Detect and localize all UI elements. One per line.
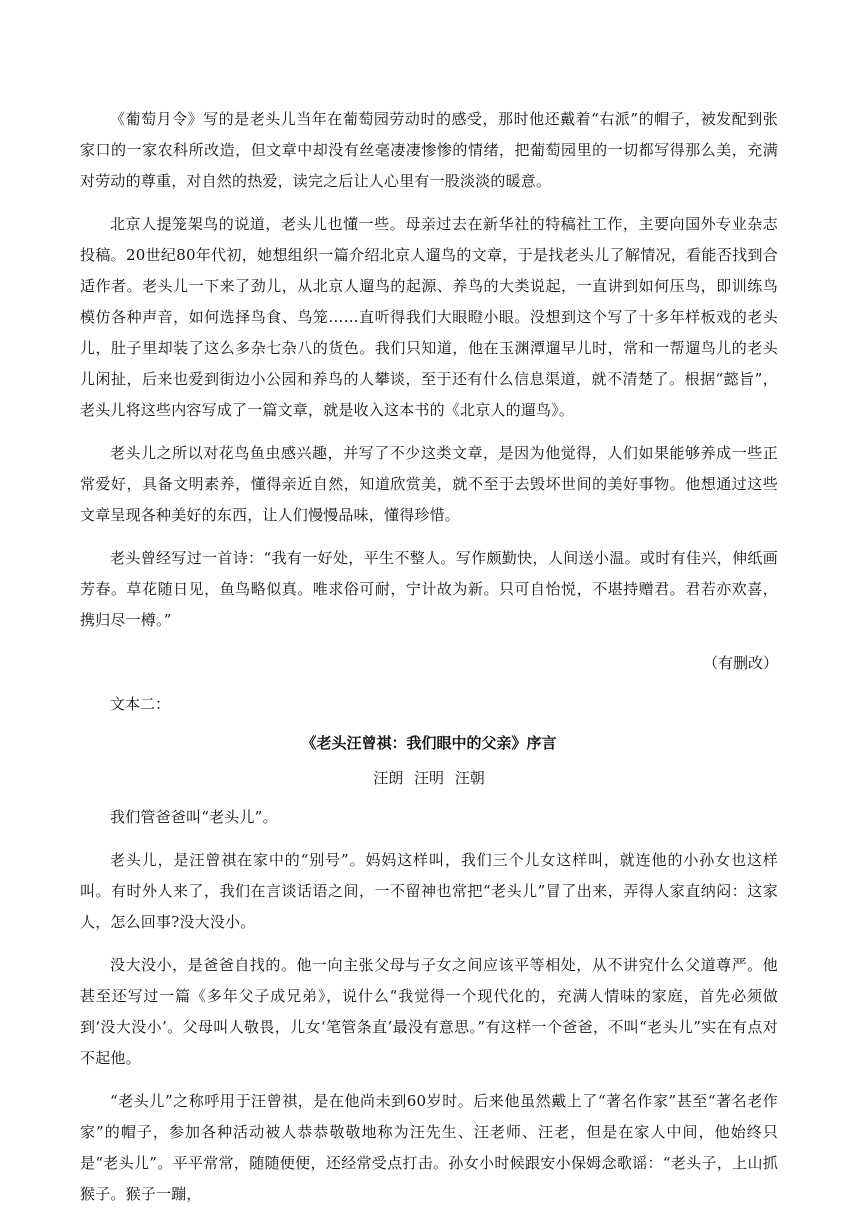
abridged-note: （有删改） (702, 654, 778, 672)
paragraph-flowers-birds: 老头儿之所以对花鸟鱼虫感兴趣，并写了不少这类文章，是因为他觉得，人们如果能够养成一些正常爱好，具备文明素养，懂得亲近自然，知道欣赏美，就不至于去毁坏世间的美好事物。他想通过这些文章呈现各种美好的东西，让人们慢慢品味，懂得珍惜。 (80, 444, 778, 524)
text-two-title: 《老头汪曾祺：我们眼中的父亲》序言 (301, 734, 557, 752)
paragraph-grape-month: 《葡萄月令》写的是老头儿当年在葡萄园劳动时的感受，那时他还戴着“右派”的帽子，被发配到张家口的一家农科所改造，但文章中却没有丝毫凄凄惨惨的情绪，把葡萄园里的一切都写得那么美，充满对劳动的尊重，对自然的热爱，读完之后让人心里有一股淡淡的暖意。 (80, 110, 778, 190)
paragraph-equality: 没大没小，是爸爸自找的。他一向主张父母与子女之间应该平等相处，从不讲究什么父道尊严。他甚至还写过一篇《多年父子成兄弟》，说什么“我觉得一个现代化的，充满人情味的家庭，首先必须做到‘没大没小’。父母叫人敬畏，儿女‘笔管条直’最没有意思。”有这样一个爸爸，不叫“老头儿”实在有点对不起他。 (80, 956, 778, 1067)
document-content (80, 104, 778, 1222)
text-two-authors: 汪朗 汪明 汪朝 (373, 769, 485, 787)
paragraph-call-dad: 我们管爸爸叫“老头儿”。 (110, 808, 278, 826)
paragraph-bird-walking: 北京人提笼架鸟的说道，老头儿也懂一些。母亲过去在新华社的特稿社工作，主要向国外专业杂志投稿。20世纪80年代初，她想组织一篇介绍北京人遛鸟的文章，于是找老头儿了解情况，看能否找到合适作者。老头儿一下来了劲儿，从北京人遛鸟的起源、养鸟的大类说起，一直讲到如何压鸟，即训练鸟模仿各种声音，如何选择鸟食、鸟笼……直听得我们大眼瞪小眼。没想到这个写了十多年样板戏的老头儿，肚子里却装了这么多杂七杂八的货色。我们只知道，他在玉渊潭遛早儿时，常和一帮遛鸟儿的老头儿闲扯，后来也爱到街边小公园和养鸟的人攀谈，至于还有什么信息渠道，就不清楚了。根据“懿旨”，老头儿将这些内容写成了一篇文章，就是收入这本书的《北京人的遛鸟》。 (80, 215, 778, 419)
paragraph-title-usage: “老头儿”之称呼用于汪曾祺，是在他尚未到60岁时。后来他虽然戴上了“著名作家”甚至“著名老作家”的帽子，参加各种活动被人恭恭敬敬地称为汪先生、汪老师、汪老，但是在家人中间，他始终只是“老头儿”。平平常常，随随便便，还经常受点打击。孙女小时候跟安小保姆念歌谣：“老头子，上山抓猴子。猴子一蹦， (80, 1092, 778, 1203)
section-label-text-two: 文本二： (110, 695, 171, 713)
paragraph-poem: 老头曾经写过一首诗：“我有一好处，平生不整人。写作颇勤快，人间送小温。或时有佳兴，伸纸画芳春。草花随日见，鱼鸟略似真。唯求俗可耐，宁计故为新。只可自怡悦，不堪持赠君。君若亦欢喜，携归尽一樽。” (80, 549, 778, 629)
paragraph-nickname: 老头儿，是汪曾祺在家中的“别号”。妈妈这样叫，我们三个儿女这样叫，就连他的小孙女也这样叫。有时外人来了，我们在言谈话语之间，一不留神也常把“老头儿”冒了出来，弄得人家直纳闷：这家人，怎么回事?没大没小。 (80, 851, 778, 931)
